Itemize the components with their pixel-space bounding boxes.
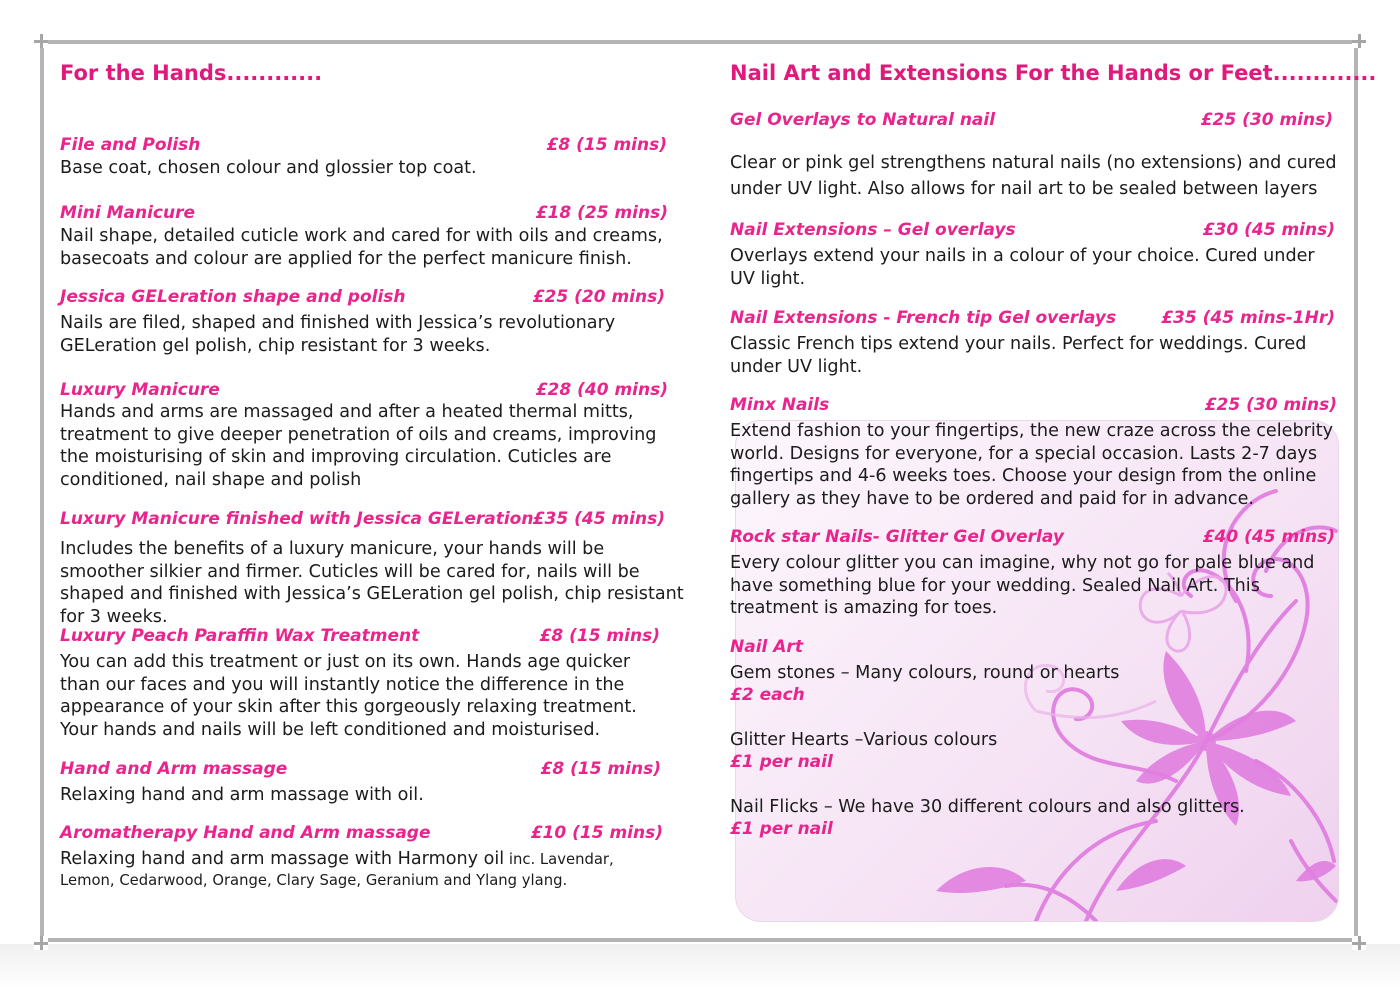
service-price: £35 (45 mins): [532, 509, 665, 529]
service-price: £8 (15 mins): [546, 135, 667, 155]
service-description: Relaxing hand and arm massage with oil.: [60, 785, 424, 805]
service-description: Extend fashion to your fingertips, the new craze across the celebrity world. Designs for everyone, for a special occasion. Lasts 2-7 days fingertips and 4-6 weeks toes. Choose your design from the online gallery as they have to be ordered and paid for in advance.: [730, 421, 1334, 509]
nail-art-item-price: £2 each: [730, 685, 805, 705]
service-description: Overlays extend your nails in a colour of your choice. Cured under UV light.: [730, 246, 1315, 289]
service-name: Mini Manicure: [60, 203, 196, 223]
service-description: Nails are filed, shaped and finished with Jessica’s revolutionary GELeration gel polish, chip resistant for 3 weeks.: [60, 313, 616, 356]
corner-ornament: [1352, 34, 1366, 48]
corner-ornament: [34, 936, 48, 950]
nail-art-title: Nail Art: [730, 637, 803, 657]
page-bottom-shadow: [0, 944, 1400, 989]
service-description-text: Relaxing hand and arm massage with Harmony oil: [60, 849, 505, 869]
service-name: Nail Extensions – Gel overlays: [730, 220, 1016, 240]
service-price: £28 (40 mins): [535, 380, 668, 400]
corner-ornament: [1352, 936, 1366, 950]
service-name: Gel Overlays to Natural nail: [730, 110, 996, 130]
service-price: £8 (15 mins): [540, 759, 661, 779]
corner-ornament: [34, 34, 48, 48]
service-description-oils: inc. Lavendar,: [504, 851, 614, 868]
service-name: Hand and Arm massage: [60, 759, 288, 779]
service-price: £25 (20 mins): [532, 287, 665, 307]
service-name: File and Polish: [60, 135, 201, 155]
service-description: Classic French tips extend your nails. Perfect for weddings. Cured under UV light.: [730, 334, 1307, 377]
service-description: Includes the benefits of a luxury manicure, your hands will be smoother silkier and firmer. Cuticles will be cared for, nails will be shaped and finished with Jessica’s GELeration gel polish, chip resistant for 3 weeks.: [60, 539, 684, 627]
service-name: Luxury Manicure: [60, 380, 220, 400]
nail-art-item-desc: Glitter Hearts –Various colours: [730, 730, 998, 750]
service-name: Minx Nails: [730, 395, 830, 415]
service-price: £35 (45 mins-1Hr): [1161, 308, 1335, 328]
service-description: Nail shape, detailed cuticle work and cared for with oils and creams, basecoats and colour are applied for the perfect manicure finish.: [60, 226, 663, 269]
service-description: Base coat, chosen colour and glossier top coat.: [60, 158, 477, 178]
service-price: £30 (45 mins): [1202, 220, 1335, 240]
service-description: Every colour glitter you can imagine, why not go for pale blue and have something blue for your wedding. Sealed Nail Art. This treatment is amazing for toes.: [730, 553, 1315, 618]
service-price: £25 (30 mins): [1204, 395, 1337, 415]
service-name: Nail Extensions - French tip Gel overlays: [730, 308, 1117, 328]
service-description: Hands and arms are massaged and after a heated thermal mitts, treatment to give deeper penetration of oils and creams, improving the moisturising of skin and improving circulation. Cuticles are conditioned, nail shape and polish: [60, 402, 657, 490]
service-description: Clear or pink gel strengthens natural nails (no extensions) and cured under UV light. Also allows for nail art to be sealed between layers: [730, 153, 1337, 199]
service-price: £10 (15 mins): [530, 823, 663, 843]
service-name: Luxury Manicure finished with Jessica GELeration: [60, 509, 534, 529]
service-name: Luxury Peach Paraffin Wax Treatment: [60, 626, 420, 646]
nail-art-item-price: £1 per nail: [730, 819, 833, 839]
nail-art-section-heading: Nail Art and Extensions For the Hands or Feet.............: [730, 61, 1377, 85]
service-description: [60, 848, 700, 872]
service-price: £18 (25 mins): [535, 203, 668, 223]
service-name: Jessica GELeration shape and polish: [60, 287, 406, 307]
service-price: £8 (15 mins): [539, 626, 660, 646]
hands-section-heading: For the Hands............: [60, 61, 323, 85]
nail-art-item-desc: Gem stones – Many colours, round or hearts: [730, 663, 1120, 683]
service-name: Rock star Nails- Glitter Gel Overlay: [730, 527, 1064, 547]
service-price: £40 (45 mins): [1202, 527, 1335, 547]
service-price: £25 (30 mins): [1200, 110, 1333, 130]
service-name: Aromatherapy Hand and Arm massage: [60, 823, 431, 843]
nail-art-item-desc: Nail Flicks – We have 30 different colours and also glitters.: [730, 797, 1245, 817]
service-description-oils-list: Lemon, Cedarwood, Orange, Clary Sage, Geranium and Ylang ylang.: [60, 872, 568, 889]
service-description: You can add this treatment or just on its own. Hands age quicker than our faces and you will instantly notice the difference in the appearance of your skin after this gorgeously relaxing treatment. Your hands and nails will be left conditioned and moisturised.: [60, 652, 637, 740]
nail-art-item-price: £1 per nail: [730, 752, 833, 772]
